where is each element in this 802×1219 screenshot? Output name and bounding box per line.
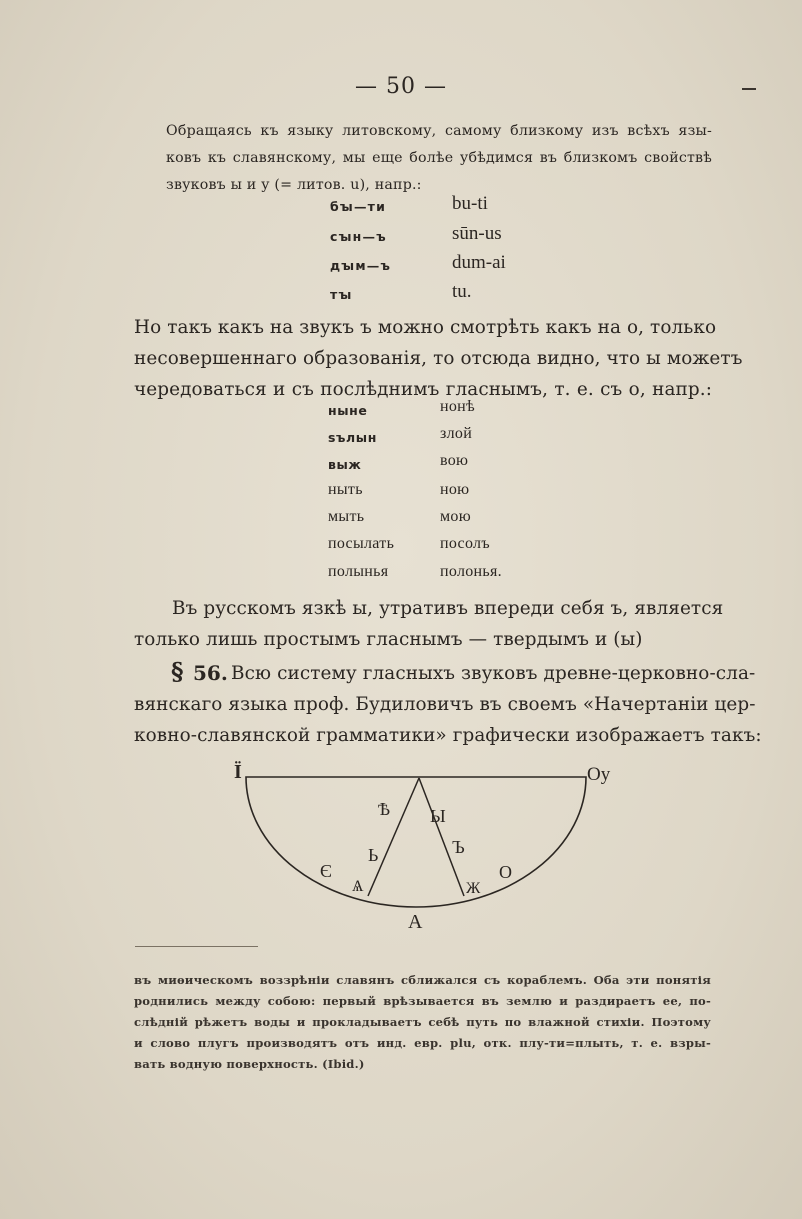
russian-word: вою bbox=[440, 452, 469, 469]
left-diagonal bbox=[368, 778, 419, 896]
russian-word: злой bbox=[440, 425, 473, 442]
text-line: звуковъ ы и у (= литов. u), напр.: bbox=[166, 177, 422, 193]
text-line: Обращаясь къ языку литовскому, самому близкому изъ всѣхъ язы- bbox=[166, 123, 712, 139]
footnote-line: и слово плугъ производятъ отъ инд. евр. plu, отк. плу-ти=плыть, т. е. взры- bbox=[134, 1036, 711, 1050]
lithuanian-word: tu. bbox=[452, 281, 472, 302]
label-hard-sign: Ъ bbox=[452, 837, 465, 857]
text-line: Въ русскомъ язкѣ ы, утративъ впереди себя ъ, является bbox=[172, 598, 724, 619]
slavonic-word: бꙑ—ти bbox=[330, 199, 387, 214]
russian-word: нонѣ bbox=[440, 398, 476, 415]
slavonic-word: дꙑм—ъ bbox=[330, 258, 392, 273]
footnote-line: слѣдній рѣжетъ воды и прокладываетъ себѣ путь по влажной стихіи. Поэтому bbox=[134, 1015, 711, 1029]
label-ou: Оу bbox=[587, 764, 611, 785]
footnote-rule bbox=[135, 946, 258, 947]
text-line: несовершеннаго образованія, то отсюда видно, что ы можетъ bbox=[134, 348, 743, 369]
semicircle-outline bbox=[246, 777, 586, 907]
russian-word-left: мыть bbox=[328, 508, 365, 525]
footnote bbox=[134, 970, 711, 1075]
russian-word: ною bbox=[440, 481, 470, 498]
russian-word: полонья. bbox=[440, 563, 502, 580]
lithuanian-word: sūn-us bbox=[452, 223, 502, 244]
label-soft-sign: Ь bbox=[368, 845, 379, 865]
label-yat: Ѣ bbox=[378, 799, 391, 819]
label-small-yus: Ѧ bbox=[352, 878, 364, 895]
section-number: 56. bbox=[193, 661, 228, 685]
text-line: ковно-славянской грамматики» графически изображаетъ такъ: bbox=[134, 725, 762, 746]
text-line: только лишь простымъ гласнымъ — твердымъ и (ы) bbox=[134, 629, 643, 650]
section-mark: § bbox=[171, 657, 184, 686]
text-line: Всю систему гласныхъ звуковъ древне-церковно-сла- bbox=[231, 663, 756, 684]
lithuanian-word: bu-ti bbox=[452, 193, 488, 214]
label-big-yus: Ж bbox=[466, 880, 481, 897]
text-line: ковъ къ славянскому, мы еще болѣе убѣдимся въ близкомъ свойствѣ bbox=[166, 150, 712, 166]
russian-word-left: посылать bbox=[328, 535, 395, 552]
slavonic-word: тꙑ bbox=[330, 287, 353, 302]
label-a: А bbox=[408, 911, 423, 933]
footnote-line: въ миѳическомъ воззрѣніи славянъ сближался съ кораблемъ. Оба эти понятія bbox=[134, 973, 711, 987]
slavonic-word: выж bbox=[328, 457, 362, 472]
russian-word-left: полынья bbox=[328, 563, 389, 580]
russian-word: мою bbox=[440, 508, 471, 525]
text-line: вянскаго языка проф. Будиловичъ въ своемъ «Начертаніи цер- bbox=[134, 694, 756, 715]
slavonic-word: ныне bbox=[328, 403, 368, 418]
russian-word: посолъ bbox=[440, 535, 490, 552]
label-y: Ы bbox=[430, 806, 446, 826]
page-number: — 50 — bbox=[355, 74, 447, 99]
label-e: Є bbox=[320, 861, 332, 881]
text-line: Но такъ какъ на звукъ ъ можно смотрѣть какъ на о, только bbox=[134, 317, 717, 338]
russian-word-left: ныть bbox=[328, 481, 363, 498]
label-o: О bbox=[499, 862, 512, 882]
slavonic-word: сꙑн—ъ bbox=[330, 229, 387, 244]
footnote-line: вать водную поверхность. (Ibid.) bbox=[134, 1057, 365, 1071]
footnote-line: роднились между собою: первый врѣзывается въ землю и раздираетъ ее, по- bbox=[134, 994, 711, 1008]
slavonic-word: ѕълын bbox=[328, 430, 377, 445]
text-line: чередоваться и съ послѣднимъ гласнымъ, т. е. съ о, напр.: bbox=[134, 379, 712, 400]
lithuanian-word: dum-ai bbox=[452, 252, 506, 273]
label-i: Ї bbox=[234, 761, 242, 783]
